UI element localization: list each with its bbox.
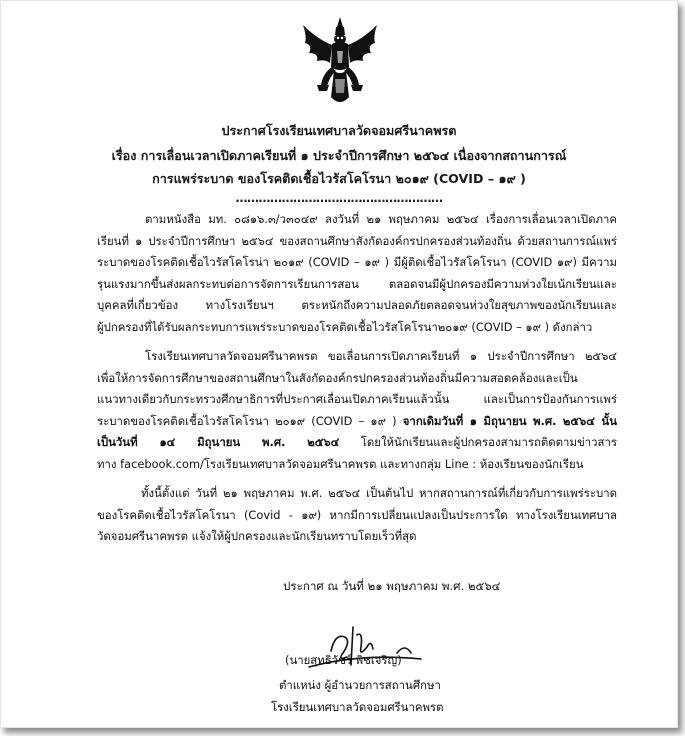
signer-name: (นายสุทธิวัชร์ พิชเจริญ) [285, 653, 402, 667]
line-text: โดยให้นักเรียนและผู้ปกครองสามารถติดตามข่าวสาร [339, 435, 617, 450]
paragraph-line [97, 411, 617, 433]
paragraph-line: รุนแรงมากขึ้นส่งผลกระทบต่อการจัดการเรียนการสอน ตลอดจนมีผู้ปกครองมีความห่วงใยเน้กเรียนและ [97, 276, 617, 291]
paragraph-line: แนวทางเดียวกับกระทรวงศึกษาธิการที่ประกาศเลื่อนเปิดภาคเรียนแล้วนั้น และเป็นการป้องกันการแพร่ [97, 392, 617, 407]
paragraph-line: ตามหนังสือ มท. ๐๘๑๖.๓/ว๓๐๔๙ ลงวันที่ ๒๑ พฤษภาคม ๒๕๖๔ เรื่องการเลื่อนเวลาเปิดภาค [145, 212, 617, 226]
announce-date: ประกาศ ณ วันที่ ๒๑ พฤษภาคม พ.ศ. ๒๕๖๔ [283, 579, 501, 593]
paragraph-line: ผู้ปกครองที่ได้รับผลกระทบการแพร่ระบาดของโรคติดเชื้อไวรัสโคโรนา๒๐๑๙ (COVID – ๑๙ ) ดังกล่าว [97, 319, 593, 334]
paragraph-line: ระบาดของโรคติดเชื้อไวรัสโคโรน่า ๒๐๑๙ (COVID – ๑๙ ) มีผู้ติดเชื้อไวรัสโคโรนา (COVID ๑๙) มีความ [97, 255, 617, 270]
paragraph-effective [97, 483, 617, 548]
document-subject-line2: การแพร่ระบาด ของโรคติดเชื้อไวรัสโคโรนา ๒๐๑๙ (COVID – ๑๙ ) [152, 171, 526, 186]
document-title: ประกาศโรงเรียนเทศบาลวัดจอมศรีนาคพรต [221, 123, 457, 138]
line-text: ระบาดของโรคติดเชื้อไวรัสโคโรนา ๒๐๑๙ (COVID – ๑๙ ) [97, 413, 403, 428]
paragraph-line: ของโรคติดเชื้อไวรัสโคโรนา (Covid - ๑๙) หากมีการเปลี่ยนแปลงเป็นประการใด ทางโรงเรียนเทศบาล [97, 507, 617, 522]
paragraph-line: ทาง facebook.com/โรงเรียนเทศบาลวัดจอมศรีนาคพรต และทางกลุ่ม Line : ห้องเรียนของนักเรียน [97, 456, 584, 471]
separator-dots: ……………………………………………… [235, 191, 443, 205]
paragraph-line: เรียนที่ ๑ ประจำปีการศึกษา ๒๕๖๔ ของสถานศึกษาสังกัดองค์กรปกครองส่วนท้องถิ่น ด้วยสถานการณ์แพร่ [97, 233, 617, 248]
signer-position: ตำแหน่ง ผู้อำนวยการสถานศึกษา [279, 678, 441, 692]
paragraph-reference [97, 209, 617, 339]
new-date-highlight: จากเดิมวันที่ ๑ มิถุนายน พ.ศ. ๒๕๖๔ นั้น [402, 413, 617, 428]
paragraph-line: วัดจอมศรีนาคพรต แจ้งให้ผู้ปกครองและนักเรียนทราบโดยเร็วที่สุด [97, 529, 417, 544]
paragraph-line: เพื่อให้การจัดการศึกษาของสถานศึกษาในสังกัดองค์กรปกครองส่วนท้องถิ่นมีความสอดคล้องและเป็น [97, 370, 578, 385]
new-date-highlight: เป็นวันที่ ๑๔ มิถุนายน พ.ศ. ๒๕๖๔ [97, 435, 340, 450]
paragraph-line: บุคคลที่เกี่ยวข้อง ทางโรงเรียนฯ ตระหนักถึงความปลอดภัยตลอดจนห่วงใยสุขภาพของนักเรียนและ [97, 298, 617, 313]
signer-organization: โรงเรียนเทศบาลวัดจอมศรีนาคพรต [271, 700, 444, 714]
paragraph-announcement [97, 346, 617, 476]
paragraph-line: ทั้งนี้ตั้งแต่ วันที่ ๒๑ พฤษภาคม พ.ศ. ๒๕๖๔ เป็นต้นไป หากสถานการณ์ที่เกี่ยวกับการแพร่ระบาด [141, 486, 617, 500]
document-subject-line1: เรื่อง การเลื่อนเวลาเปิดภาคเรียนที่ ๑ ประจำปีการศึกษา ๒๕๖๔ เนื่องจากสถานการณ์ [111, 148, 567, 163]
paragraph-line: โรงเรียนเทศบาลวัดจอมศรีนาคพรต ขอเลื่อนการเปิดภาคเรียนที่ ๑ ประจำปีการศึกษา ๒๕๖๔ [145, 349, 617, 363]
paragraph-line [97, 432, 617, 454]
garuda-emblem-icon [299, 15, 381, 109]
